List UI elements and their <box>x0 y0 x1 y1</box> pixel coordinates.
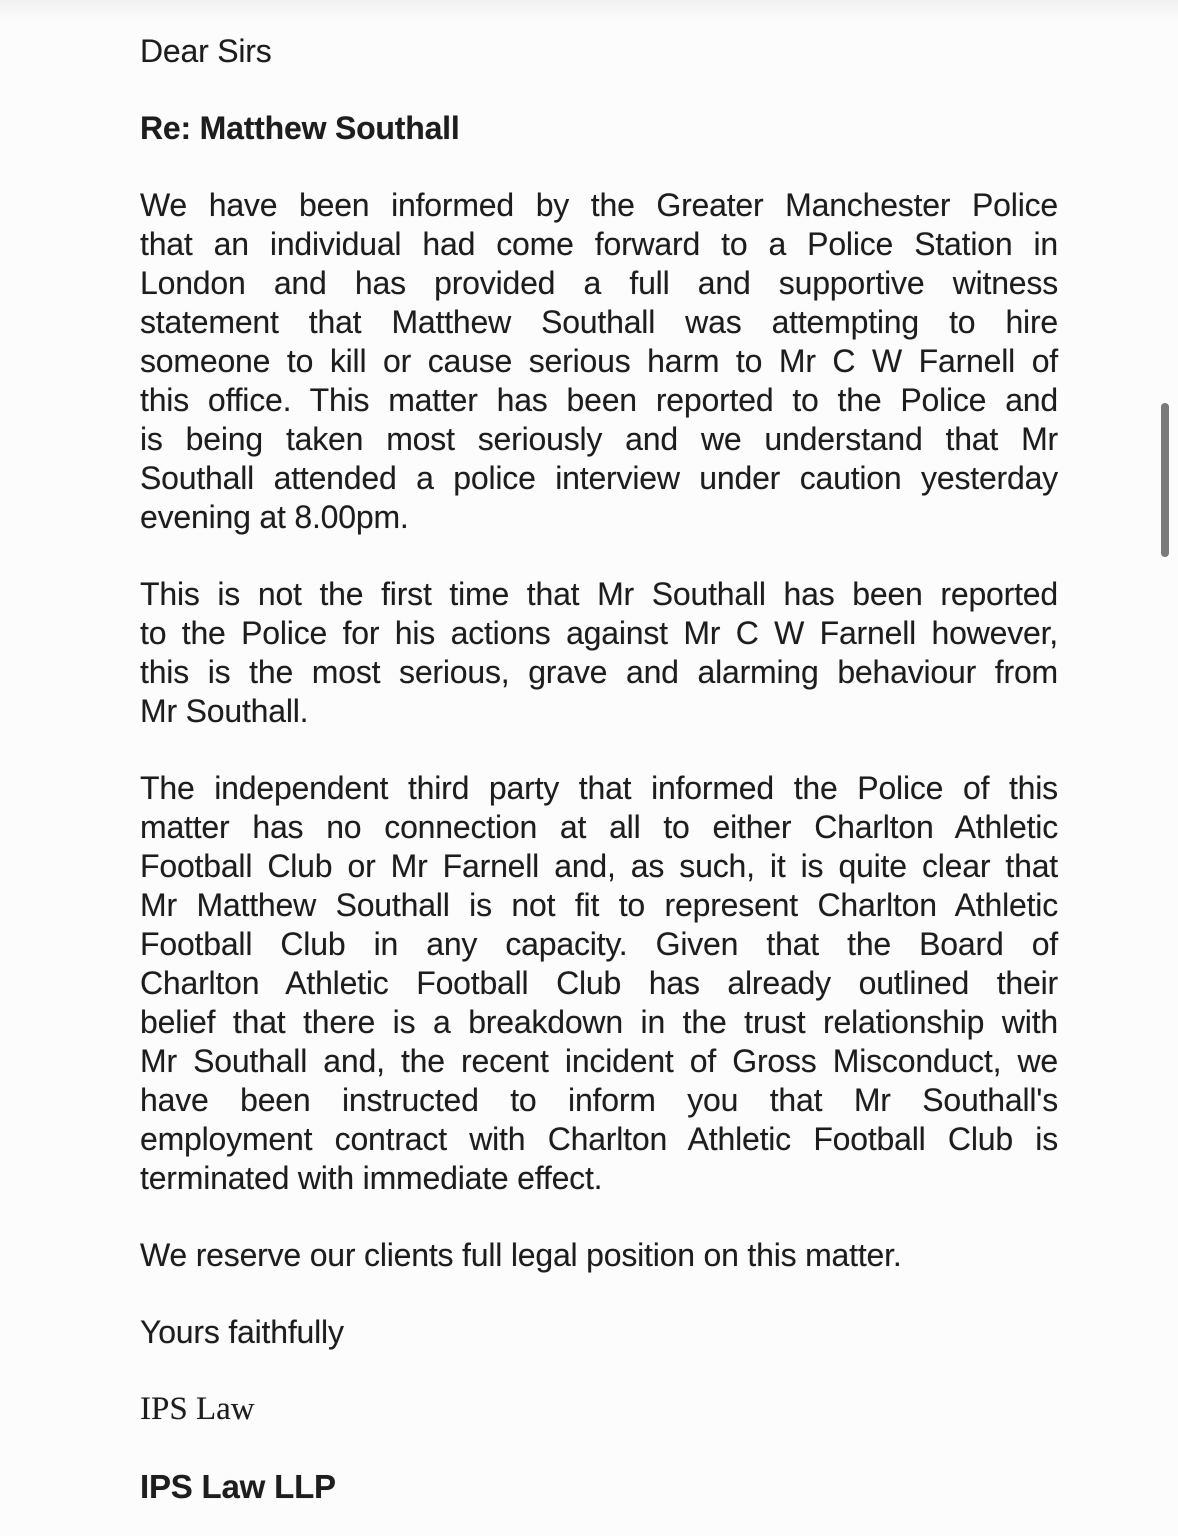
text-line: The independent third party that informed the Police of this <box>140 770 1058 806</box>
scan-noise-band <box>0 0 1178 22</box>
text-line: Southall attended a police interview under caution yesterday <box>140 460 1058 496</box>
text-line: this is the most serious, grave and alarming behaviour from <box>140 654 1058 690</box>
text-line: Football Club or Mr Farnell and, as such, it is quite clear that <box>140 848 1058 884</box>
text-line: Mr Matthew Southall is not fit to represent Charlton Athletic <box>140 887 1058 923</box>
text-line: Dear Sirs <box>140 33 272 69</box>
signature-firm <box>140 1390 1058 1429</box>
text-line: evening at 8.00pm. <box>140 499 409 535</box>
text-line: IPS Law LLP <box>140 1468 336 1505</box>
paragraph-1 <box>140 186 1058 537</box>
text-line: matter has no connection at all to either Charlton Athletic <box>140 809 1058 845</box>
subject-line <box>140 109 1058 148</box>
text-line: London and has provided a full and supportive witness <box>140 265 1058 301</box>
paragraph-3 <box>140 769 1058 1198</box>
text-line: Yours faithfully <box>140 1314 344 1350</box>
text-line: that an individual had come forward to a Police Station in <box>140 226 1058 262</box>
text-line: Charlton Athletic Football Club has already outlined their <box>140 965 1058 1001</box>
text-line: to the Police for his actions against Mr C W Farnell however, <box>140 615 1058 651</box>
text-line: someone to kill or cause serious harm to Mr C W Farnell of <box>140 343 1058 379</box>
scrollbar-thumb[interactable] <box>1161 403 1169 557</box>
text-line: Mr Southall. <box>140 693 309 729</box>
text-line: terminated with immediate effect. <box>140 1160 603 1196</box>
text-line: Mr Southall and, the recent incident of Gross Misconduct, we <box>140 1043 1058 1079</box>
text-line: Re: Matthew Southall <box>140 110 460 146</box>
text-line: is being taken most seriously and we understand that Mr <box>140 421 1058 457</box>
firm-name-llp <box>140 1467 1058 1506</box>
text-line: belief that there is a breakdown in the trust relationship with <box>140 1004 1058 1040</box>
valediction <box>140 1313 1058 1352</box>
text-line: this office. This matter has been reported to the Police and <box>140 382 1058 418</box>
text-line: have been instructed to inform you that Mr Southall's <box>140 1082 1058 1118</box>
text-line: IPS Law <box>140 1391 255 1427</box>
text-line: statement that Matthew Southall was attempting to hire <box>140 304 1058 340</box>
paragraph-2 <box>140 575 1058 731</box>
salutation <box>140 32 1058 71</box>
text-line: employment contract with Charlton Athletic Football Club is <box>140 1121 1058 1157</box>
text-line: We have been informed by the Greater Manchester Police <box>140 187 1058 223</box>
letter-body <box>140 32 1058 1506</box>
text-line: Football Club in any capacity. Given that the Board of <box>140 926 1058 962</box>
paragraph-4 <box>140 1236 1058 1275</box>
text-line: We reserve our clients full legal position on this matter. <box>140 1237 902 1273</box>
text-line: This is not the first time that Mr Southall has been reported <box>140 576 1058 612</box>
